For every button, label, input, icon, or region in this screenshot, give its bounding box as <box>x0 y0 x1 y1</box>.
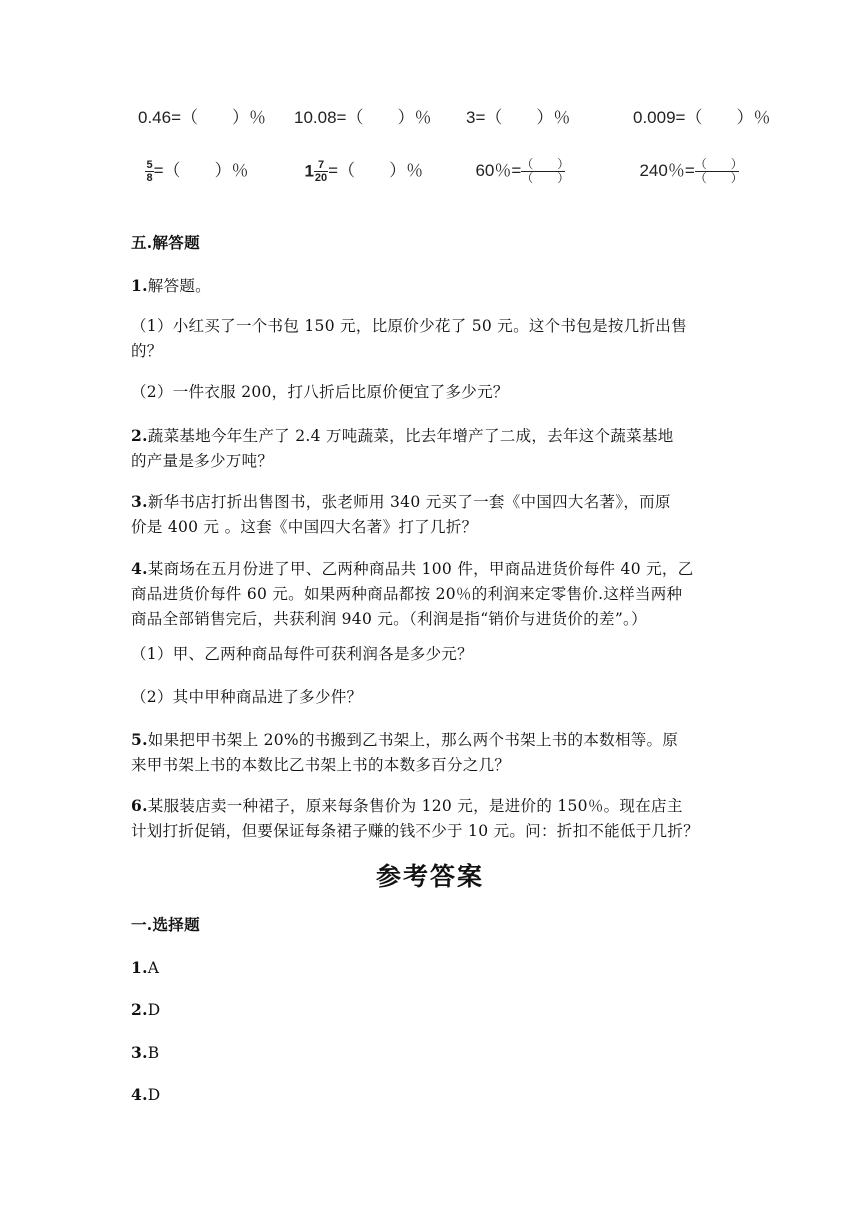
question-number: 5. <box>131 730 148 749</box>
question-number: 3. <box>131 492 148 511</box>
blank-numerator: （ ） <box>694 157 743 172</box>
answer-item <box>131 955 159 981</box>
conversion-item-7 <box>466 136 570 186</box>
question-6 <box>131 793 699 844</box>
question-line: 价是 400 元 。这套《中国四大名著》打了几折？ <box>131 518 478 536</box>
question-4 <box>131 556 694 632</box>
conversion-item-2: 10.08=（ ）％ <box>294 108 432 127</box>
answers-section-title: 一.选择题 <box>131 915 200 934</box>
question-line: 的？ <box>131 342 163 360</box>
conversion-suffix: =（ ）％ <box>328 161 424 180</box>
conversion-prefix: 240％= <box>639 161 695 180</box>
question-text: 解答题。 <box>147 277 211 295</box>
answer-item <box>131 1040 159 1066</box>
answer-item <box>131 997 161 1023</box>
fraction-denominator: 20 <box>314 172 328 185</box>
question-number: 2. <box>131 426 148 445</box>
question-line: 来甲书架上书的本数比乙书架上书的本数多百分之几？ <box>131 756 511 774</box>
answer-value: D <box>147 1086 161 1104</box>
blank-fraction <box>521 157 570 186</box>
answer-number: 3. <box>131 1043 148 1062</box>
fraction-denominator: 8 <box>146 172 153 185</box>
conversion-item-3: 3=（ ）％ <box>466 108 571 127</box>
section-title: 五.解答题 <box>131 233 200 252</box>
fraction <box>314 159 328 184</box>
answer-value: B <box>147 1044 160 1062</box>
question-line: 商品全部销售完后，共获利润 940 元。（利润是指“销价与进货价的差”。） <box>131 610 647 628</box>
question-line: 计划打折促销，但要保证每条裙子赚的钱不少于 10 元。问：折扣不能低于几折？ <box>131 822 699 840</box>
answer-number: 4. <box>131 1085 148 1104</box>
question-line: 的产量是多少万吨？ <box>131 452 274 470</box>
answer-number: 2. <box>131 1000 148 1019</box>
mixed-number-integer: 1 <box>304 161 314 181</box>
fraction-numerator: 5 <box>146 159 153 172</box>
question-line: 商品进货价每件 60 元。如果两种商品都按 20％的利润来定零售价.这样当两种 <box>131 585 683 603</box>
conversion-suffix: =（ ）％ <box>153 161 249 180</box>
conversion-item-8 <box>630 136 743 186</box>
question-3 <box>131 489 671 540</box>
question-5 <box>131 727 678 778</box>
question-4-sub-2: （2）其中甲种商品进了多少件？ <box>131 688 363 706</box>
question-2 <box>131 423 674 474</box>
question-4-sub-1: （1）甲、乙两种商品每件可获利润各是多少元？ <box>131 645 473 663</box>
answers-title: 参考答案 <box>375 862 484 891</box>
question-line: 如果把甲书架上 20%的书搬到乙书架上，那么两个书架上书的本数相等。原 <box>147 731 679 749</box>
fraction-numerator: 7 <box>314 159 328 172</box>
conversion-item-1: 0.46=（ ）％ <box>138 108 267 127</box>
conversion-item-4: 0.009=（ ）％ <box>633 108 771 127</box>
answer-number: 1. <box>131 958 148 977</box>
conversion-item-5 <box>136 136 249 184</box>
question-1-sub-1 <box>131 314 687 364</box>
conversion-prefix: 60％= <box>475 161 522 180</box>
question-number: 6. <box>131 796 148 815</box>
question-1 <box>131 273 211 299</box>
blank-denominator: （ ） <box>521 171 570 186</box>
question-line: 某商场在五月份进了甲、乙两种商品共 100 件，甲商品进货价每件 40 元，乙 <box>147 560 694 578</box>
question-number: 4. <box>131 559 148 578</box>
conversion-item-6 <box>295 136 423 184</box>
question-line: （1）小红买了一个书包 150 元，比原价少花了 50 元。这个书包是按几折出售 <box>131 317 687 335</box>
fraction <box>145 159 153 184</box>
question-line: 某服装店卖一种裙子，原来每条售价为 120 元，是进价的 150％。现在店主 <box>147 797 683 815</box>
question-line: 新华书店打折出售图书，张老师用 340 元买了一套《中国四大名著》，而原 <box>147 493 671 511</box>
answer-value: D <box>147 1001 161 1019</box>
blank-numerator: （ ） <box>521 157 570 172</box>
blank-fraction <box>694 157 743 186</box>
answer-value: A <box>147 959 160 977</box>
question-1-sub-2: （2）一件衣服 200，打八折后比原价便宜了多少元？ <box>131 383 509 401</box>
question-line: 蔬菜基地今年生产了 2.4 万吨蔬菜，比去年增产了二成，去年这个蔬菜基地 <box>147 427 674 445</box>
question-number: 1. <box>131 276 148 295</box>
answer-item <box>131 1082 161 1108</box>
blank-denominator: （ ） <box>694 171 743 186</box>
